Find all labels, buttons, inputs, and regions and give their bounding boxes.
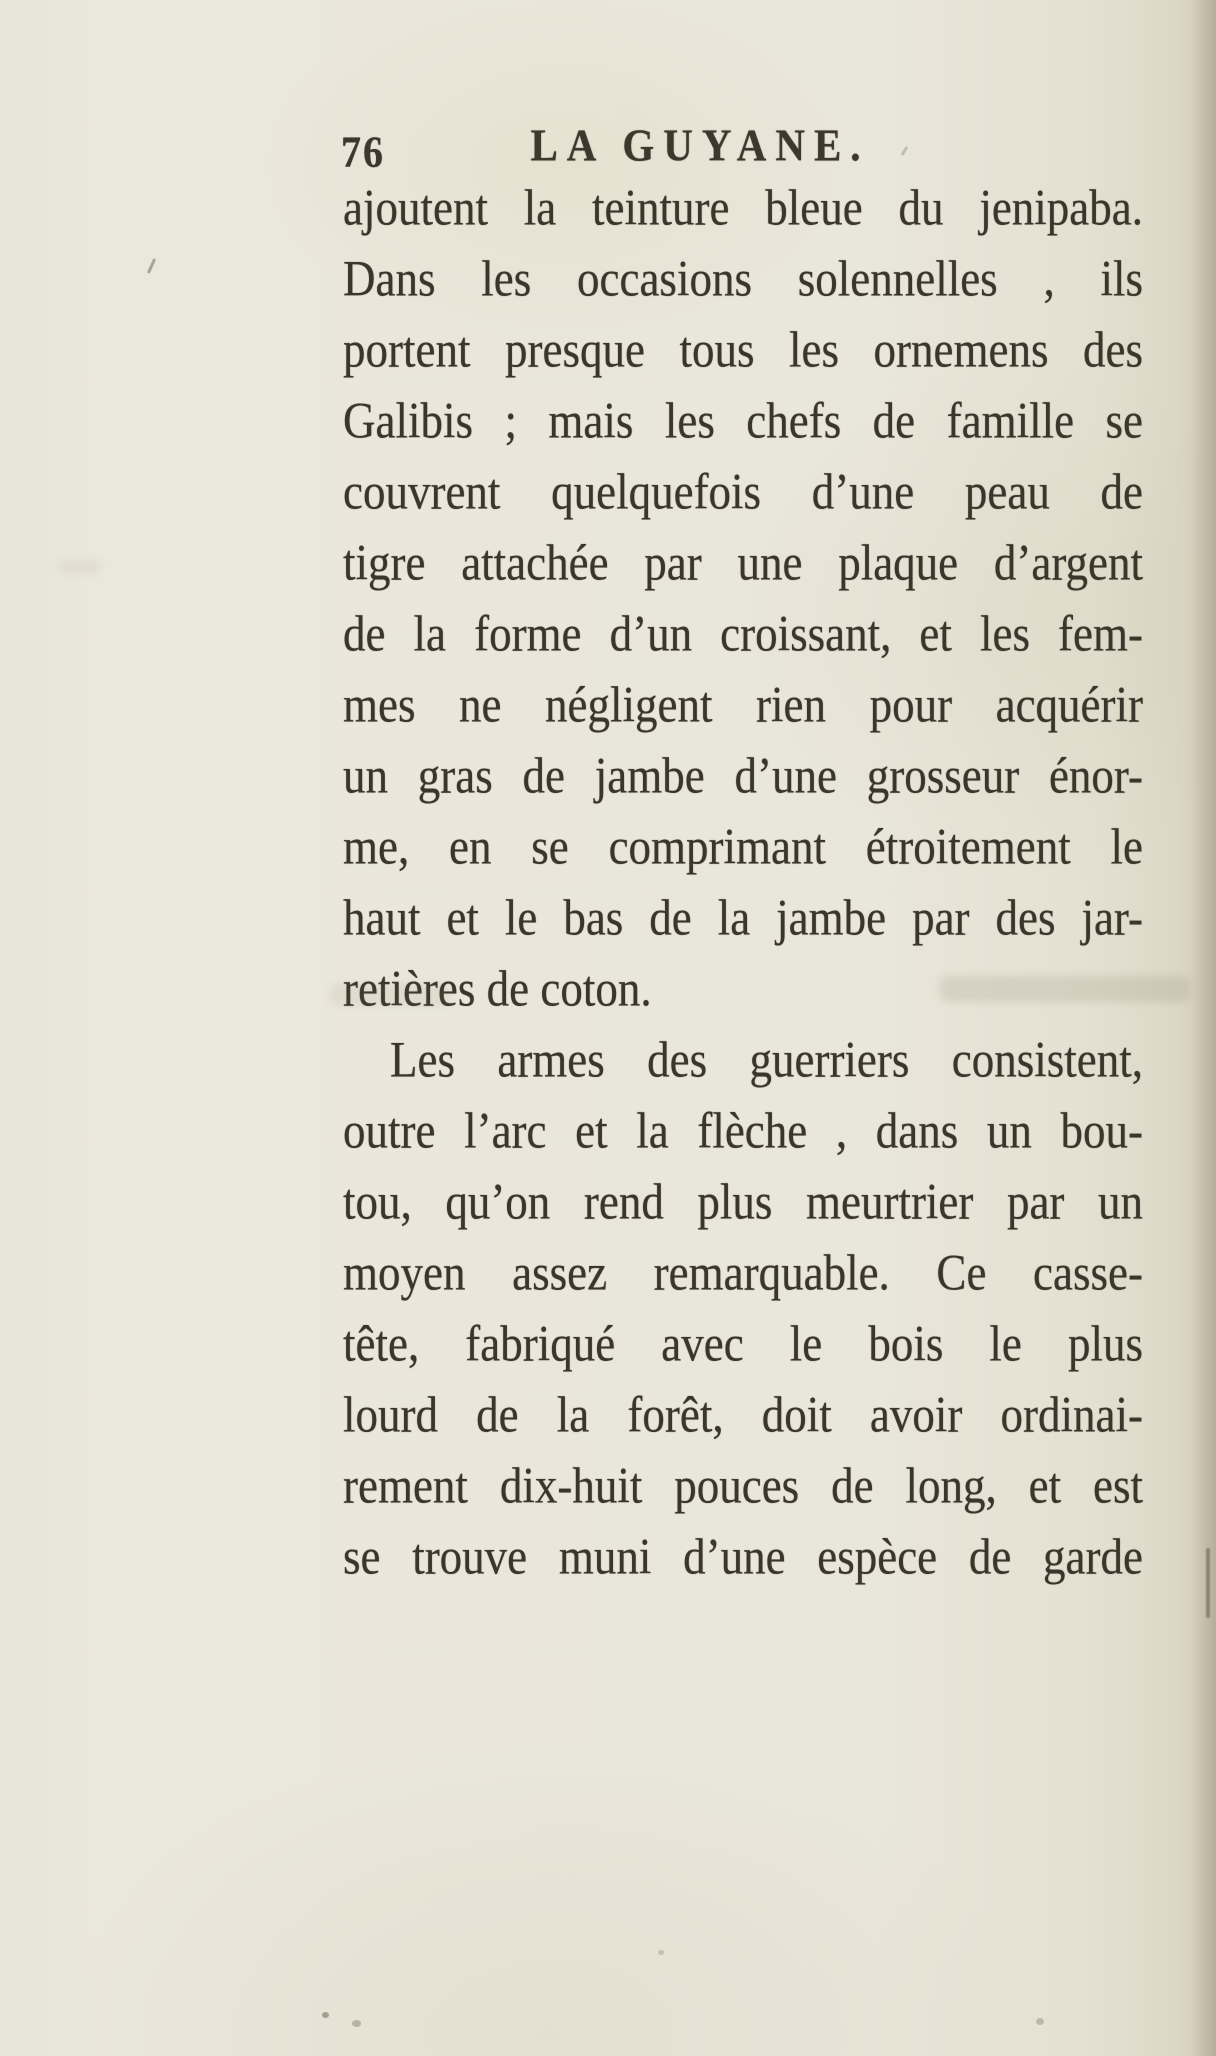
text-line: Les armes des guerriers consistent, (390, 1031, 1143, 1088)
paper-speck (322, 2012, 329, 2018)
text-line: tête, fabriqué avec le bois le plus (343, 1315, 1143, 1372)
text-line: retières de coton. (343, 960, 652, 1017)
text-line: portent presque tous les ornemens des (343, 321, 1143, 378)
text-line: couvrent quelquefois d’une peau de (343, 463, 1143, 520)
paper-speck (780, 208, 785, 212)
paper-speck (1036, 2018, 1044, 2025)
page-number: 76 (341, 127, 385, 177)
paper-speck (658, 1950, 664, 1955)
text-line: un gras de jambe d’une grosseur énor- (343, 747, 1143, 804)
page-edge-shadow (1190, 0, 1216, 2056)
text-line: Galibis ; mais les chefs de famille se (343, 392, 1143, 449)
text-line: me, en se comprimant étroitement le (343, 818, 1143, 875)
text-line: tigre attachée par une plaque d’argent (343, 534, 1143, 591)
scan-mark (147, 258, 156, 274)
show-through-smudge (330, 984, 450, 1006)
text-block (343, 170, 1143, 1590)
text-line: Dans les occasions solennelles , ils (343, 250, 1143, 307)
paper-speck (352, 2020, 361, 2027)
text-line: moyen assez remarquable. Ce casse- (343, 1244, 1143, 1301)
text-line: mes ne négligent rien pour acquérir (343, 676, 1143, 733)
text-line: tou, qu’on rend plus meurtrier par un (343, 1173, 1143, 1230)
text-line: lourd de la forêt, doit avoir ordinai- (343, 1386, 1143, 1443)
text-line: haut et le bas de la jambe par des jar- (343, 889, 1143, 946)
text-line: se trouve muni d’une espèce de garde (343, 1528, 1143, 1585)
running-title: LA GUYANE. (530, 119, 870, 171)
show-through-smudge (60, 560, 100, 574)
show-through-smudge (940, 976, 1190, 1002)
text-line: de la forme d’un croissant, et les fem- (343, 605, 1143, 662)
text-line: outre l’arc et la flèche , dans un bou- (343, 1102, 1143, 1159)
text-line: ajoutent la teinture bleue du jenipaba. (343, 179, 1143, 236)
text-line: rement dix-huit pouces de long, et est (343, 1457, 1143, 1514)
